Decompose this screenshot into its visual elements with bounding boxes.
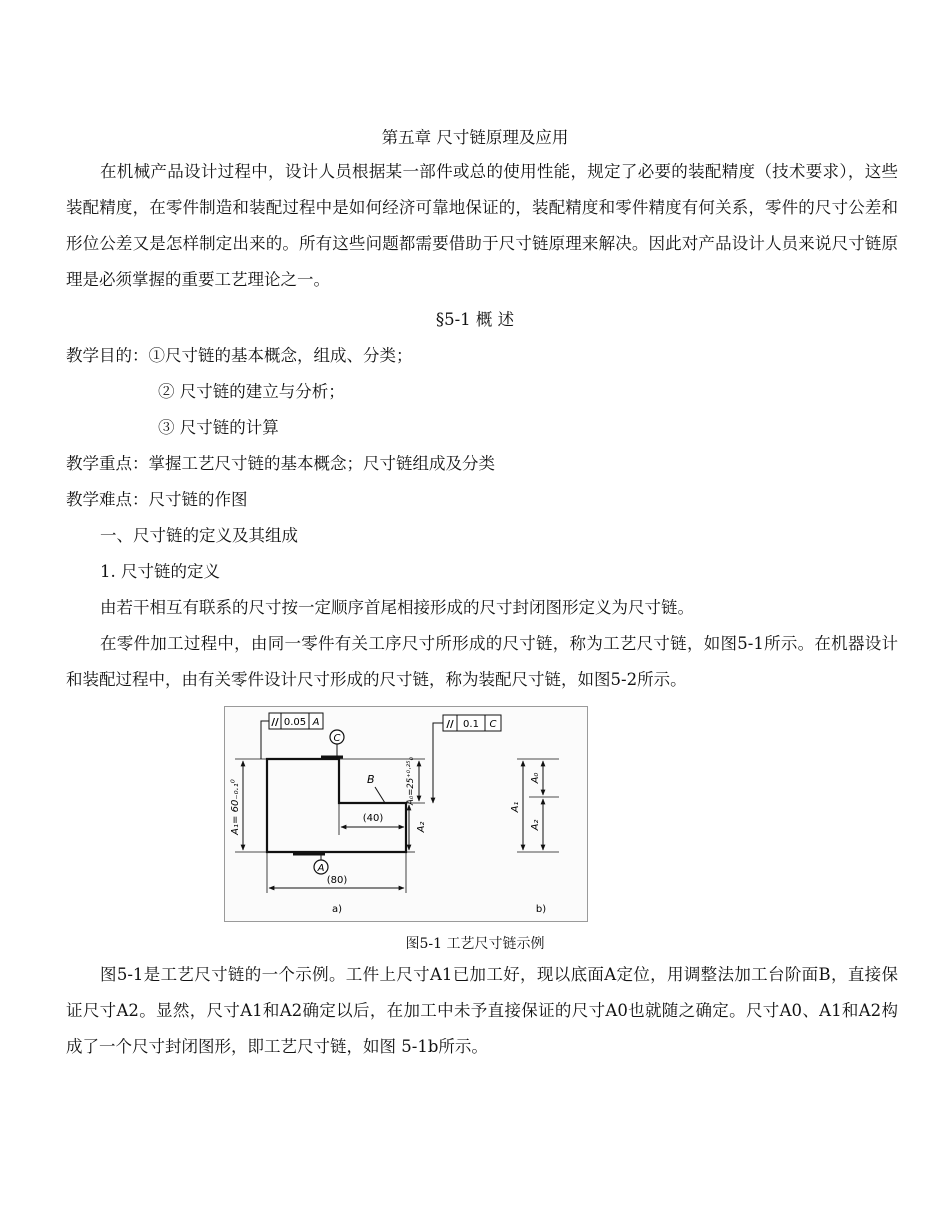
- surface-b-label: [367, 773, 385, 803]
- svg-text:A₁: A₁: [510, 801, 521, 813]
- datum-symbol-c: [330, 730, 344, 757]
- svg-text:A₂: A₂: [530, 819, 541, 831]
- datum-symbol-a: [314, 855, 328, 874]
- figure-caption: 图5-1 工艺尺寸链示例: [405, 936, 545, 952]
- svg-text:0.1: 0.1: [463, 719, 479, 730]
- dimension-40: [339, 803, 404, 835]
- svg-text:(40): (40): [362, 813, 384, 824]
- teaching-difficulty: 教学难点：尺寸链的作图: [66, 490, 248, 509]
- dimension-a2: [406, 805, 427, 852]
- teaching-goal-item: ② 尺寸链的建立与分析；: [158, 382, 345, 401]
- svg-text:A₂: A₂: [416, 821, 427, 833]
- svg-text:B: B: [367, 773, 375, 786]
- svg-text:A: A: [317, 863, 325, 874]
- chapter-title: 第五章 尺寸链原理及应用: [381, 128, 569, 147]
- figure-drawing: [225, 707, 587, 921]
- tolerance-frame-left: [261, 713, 323, 759]
- tolerance-frame-right: [433, 715, 501, 803]
- teaching-goals-label: 教学目的：: [66, 346, 149, 365]
- svg-text:(80): (80): [326, 875, 348, 886]
- heading-definition: 1. 尺寸链的定义: [100, 562, 220, 581]
- dimension-a1: [230, 759, 267, 852]
- heading-definition-composition: 一、尺寸链的定义及其组成: [100, 526, 298, 545]
- definition-paragraph: 由若干相互有联系的尺寸按一定顺序首尾相接形成的尺寸封闭图形定义为尺寸链。: [100, 598, 694, 617]
- svg-text:C: C: [489, 719, 497, 730]
- subfigure-a-label: a): [331, 904, 343, 915]
- svg-text:C: C: [333, 733, 341, 744]
- svg-text:0.05: 0.05: [283, 717, 307, 728]
- teaching-goals: [66, 345, 413, 367]
- intro-paragraph: 在机械产品设计过程中，设计人员根据某一部件或总的使用性能，规定了必要的装配精度（技术要求），这些装配精度，在零件制造和装配过程中是如何经济可靠地保证的，装配精度和零件精度有何关系，零件的尺寸公差和形位公差又是怎样制定出来的。所有这些问题都需要借助于尺寸链原理来解决。因此对产品设计人员来说尺寸链原理是必须掌握的重要工艺理论之一。: [66, 162, 898, 289]
- teaching-goal-item: ③ 尺寸链的计算: [158, 418, 279, 437]
- svg-text:A₀=25⁺⁰·²⁵₀: A₀=25⁺⁰·²⁵₀: [406, 757, 416, 805]
- svg-text://: //: [271, 717, 279, 728]
- subfigure-b-label: b): [535, 904, 547, 915]
- svg-text:A₀: A₀: [530, 772, 541, 784]
- process-paragraph: 在零件加工过程中，由同一零件有关工序尺寸所形成的尺寸链，称为工艺尺寸链，如图5-1所示。在机器设计和装配过程中，由有关零件设计尺寸形成的尺寸链，称为装配尺寸链，如图5-2所示。: [66, 634, 898, 689]
- workpiece-outline: [267, 759, 406, 852]
- svg-text:A: A: [312, 717, 320, 728]
- teaching-goal-item: ①尺寸链的基本概念，组成、分类；: [148, 346, 413, 365]
- figure-5-1: [224, 706, 588, 922]
- teaching-focus: 教学重点：掌握工艺尺寸链的基本概念；尺寸链组成及分类: [66, 454, 495, 473]
- section-title: §5-1 概 述: [435, 310, 515, 329]
- svg-text://: //: [446, 719, 454, 730]
- dimension-80: [267, 852, 406, 893]
- svg-text:A₁= 60₋₀.₁⁰: A₁= 60₋₀.₁⁰: [230, 779, 241, 835]
- dimension-chain-diagram: [510, 759, 559, 852]
- example-paragraph: 图5-1是工艺尺寸链的一个示例。工件上尺寸A1已加工好，现以底面A定位，用调整法加工台阶面B，直接保证尺寸A2。显然，尺寸A1和A2确定以后，在加工中未予直接保证的尺寸A0也就随之确定。尺寸A0、A1和A2构成了一个尺寸封闭图形，即工艺尺寸链，如图 5-1b所示。: [66, 965, 898, 1056]
